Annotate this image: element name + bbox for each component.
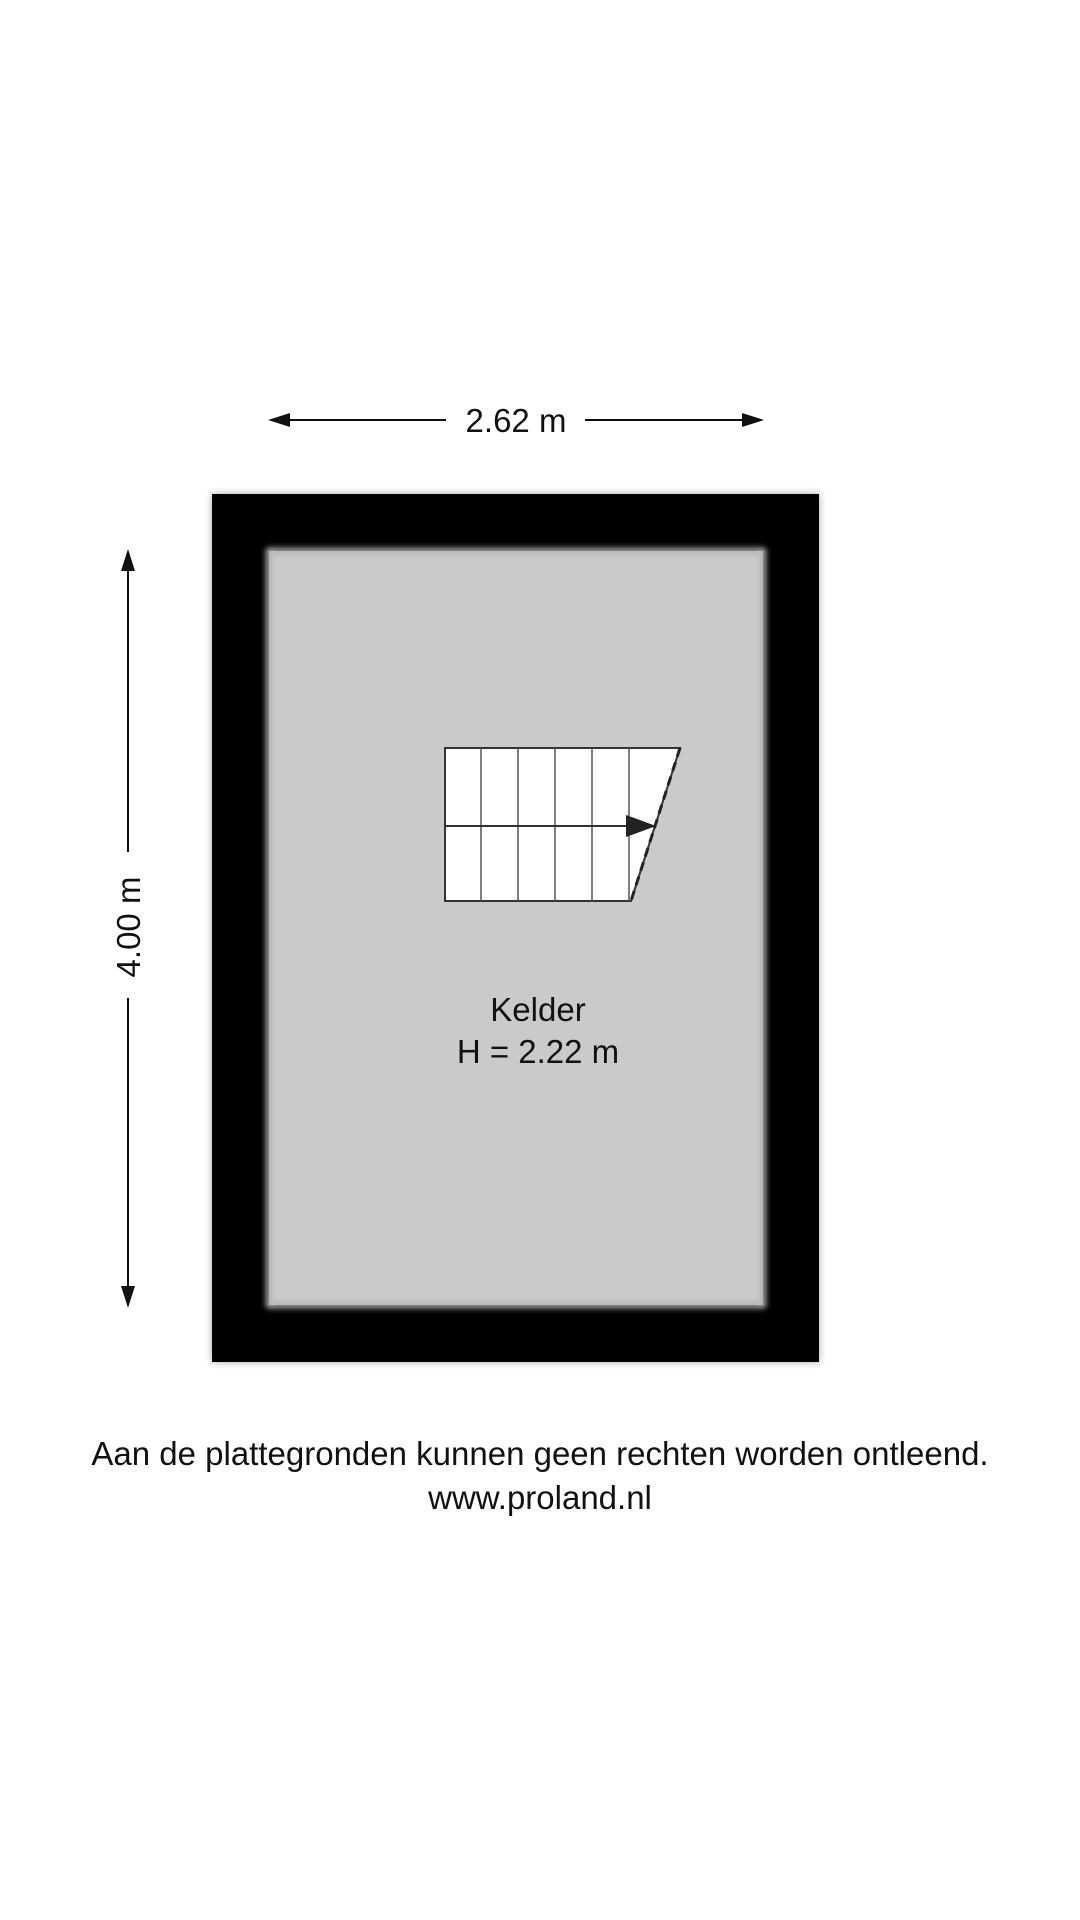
arrow-down-icon [121, 1286, 135, 1308]
arrow-right-icon [742, 413, 764, 427]
width-dimension-label: 2.62 m [465, 402, 567, 439]
room-floor [269, 551, 763, 1305]
disclaimer-text: Aan de plattegronden kunnen geen rechten worden ontleend. [91, 1435, 989, 1472]
room-height: H = 2.22 m [456, 1033, 620, 1070]
room-name: Kelder [490, 991, 586, 1028]
arrow-up-icon [121, 549, 135, 571]
width-dimension [268, 402, 764, 439]
arrow-left-icon [268, 413, 290, 427]
website-text: www.proland.nl [428, 1479, 652, 1516]
height-dimension-label: 4.00 m [110, 876, 147, 978]
height-dimension [110, 549, 147, 1308]
